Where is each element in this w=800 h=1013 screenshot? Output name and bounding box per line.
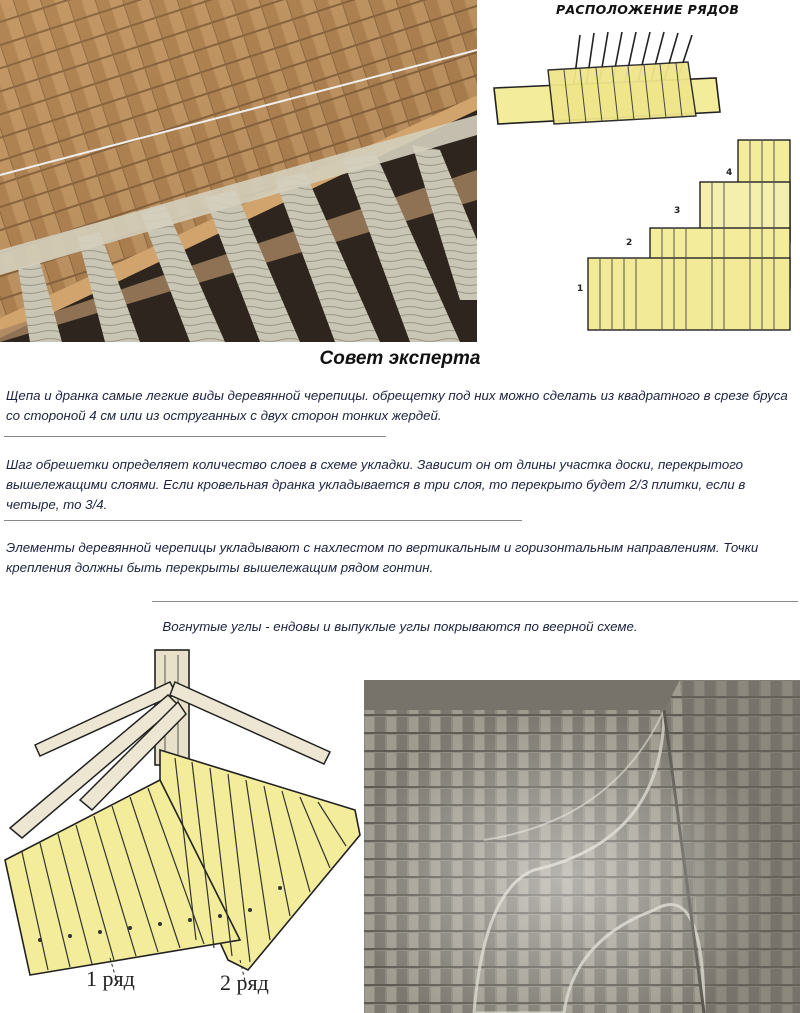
step-label-2: 2	[626, 238, 633, 248]
caption: Вогнутые углы - ендовы и выпуклые углы покрываются по веерной схеме.	[162, 619, 638, 634]
paragraph-3: Элементы деревянной черепицы укладывают с нахлестом по вертикальным и горизонтальным направлениям. Точки крепления должны быть перекрыты вышележащим рядом гонтин.	[6, 540, 759, 575]
valley-diagram-illustration	[0, 640, 365, 1013]
rows-diagram-illustration	[488, 0, 800, 340]
page-title: Совет эксперта	[319, 348, 481, 369]
roof-photo	[0, 0, 477, 342]
valley-diagram	[0, 640, 365, 1013]
row-label-1: 1 ряд	[86, 966, 135, 991]
step-label-3: 3	[674, 206, 681, 216]
roof-photo-illustration	[0, 0, 477, 342]
step-label-1: 1	[577, 284, 584, 294]
corner-photo	[364, 680, 800, 1013]
paragraph-2: Шаг обрешетки определяет количество слоев в схеме укладки. Зависит он от длины участка доски, перекрытого вышележащими слоями. Если кровельная дранка укладывается в три слоя, то перекрыто будет 2/3 плитки, если в четыре, то 3/4.	[6, 457, 746, 512]
divider	[152, 601, 798, 602]
paragraph-1: Щепа и дранка самые легкие виды деревянной черепицы. обрещетку под них можно сделать из квадратного в срезе бруса со стороной 4 см или из оструганных с двух сторон тонких жердей.	[6, 388, 788, 423]
row-label-2: 2 ряд	[220, 970, 269, 995]
rows-diagram-title: РАСПОЛОЖЕНИЕ РЯДОВ	[556, 2, 740, 17]
divider	[4, 520, 522, 521]
step-label-4: 4	[726, 168, 733, 178]
rows-diagram	[488, 0, 800, 340]
divider	[4, 436, 386, 437]
corner-photo-illustration	[364, 680, 800, 1013]
